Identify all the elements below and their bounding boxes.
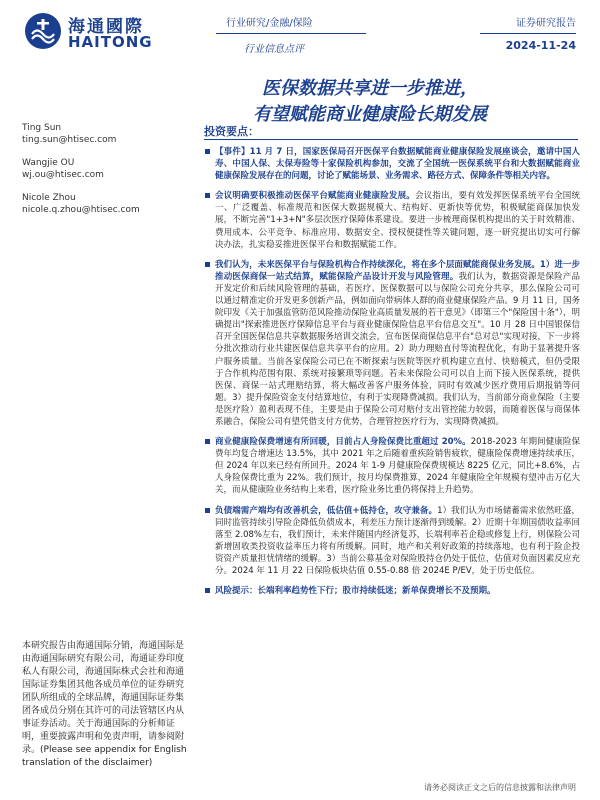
analyst-name: Ting Sun	[22, 123, 62, 133]
highlight-lead: 我们认为，未来医保平台与保险机构合作持续深化，将在多个层面赋能商保业务发展。1）进一步推动医保商保一站式结算，赋能保险产品设计开发与风险管理。	[215, 259, 580, 282]
highlight-item	[204, 190, 580, 250]
page-footer: 请务必阅读正文之后的信息披露和法律声明	[424, 783, 576, 792]
highlight-item	[204, 436, 580, 496]
logo-english-text: HAITONG	[68, 33, 153, 51]
analyst-list	[22, 122, 192, 227]
investment-highlights	[204, 146, 580, 605]
analyst	[22, 157, 192, 181]
report-category: 行业研究/金融/保险	[226, 18, 313, 29]
haitong-logo	[24, 10, 174, 54]
highlight-body: 我们认为，数据资源是保险产品开发定价和后续风险管理的基础，若医疗、医保数据可以与保险公司充分共享，那么保险公司可以通过精准定价开发更多创新产品，例如面向带病体人群的商业健康保险产品。9 月 11 日，国务院印发《关于加强监管防范风险推动保险业高质量发展的若干意见》（即第三个"保险国十条"），明确提出"探索推进医疗保障信息平台与商业健康保险信息平台信息交互"。10 月 28 日中国银保信召开全国医保信息共享数据服务培训交流会，宣布医保商保信息平台"总对总"实现对接，下一步将分批次推动行业共建医保信息共享平台的应用。2）助力理赔直付等流程优化，有助于显著提升客户服务质量。当前各家保险公司已在不断探索与医院等医疗机构建立直付、快赔模式，但仍受限于合作机构范围有限、系统对接繁琐等问题。若未来保险公司可以自上而下接入医保系统，提供医保、商保一站式理赔结算，将大幅改善客户服务体验，同时有效减少医疗费用后期报销等问题。3）提升保险资金支付结算地位，有利于实现降费减损。我们认为，当前部分商业保险（主要是医疗险）盈利表现不佳，主要是由于保险公司对赔付支出管控能力较弱，而随着医保与商保体系融合，保险公司有望凭借支付方优势，合理管控医疗行为，实现降费减损。	[215, 271, 580, 427]
logo-chinese-text: 海通國際	[68, 17, 144, 37]
heading-divider	[204, 139, 578, 140]
analyst-name: Nicole Zhou	[22, 193, 76, 203]
highlight-lead: 商业健康险保费增速有所回暖，目前占人身险保费比重超过 20%。	[215, 437, 471, 448]
analyst	[22, 192, 192, 216]
analyst	[22, 122, 192, 146]
highlight-item	[204, 146, 580, 182]
haitong-logo-icon	[24, 12, 62, 50]
report-date: 2024-11-24	[505, 39, 576, 52]
highlight-body: 会议指出，要有效发挥医保系统平台全国统一、广泛覆盖、标准规范和医保大数据规模大、结构好、更新快等优势，积极赋能商保加快发展，不断完善"1+3+N"多层次医疗保障体系建设。要进一步梳理商保机构提出的关于时效精准、费用成本、公平竞争、标准应用、数据安全、授权便捷性等关键问题，逐一研究提出切实可行解决办法，扎实稳妥推进医保平台和数据赋能工作。	[215, 191, 580, 250]
header-divider	[216, 33, 366, 34]
report-title-line-1: 医保数据共享进一步推进，	[262, 78, 478, 99]
risk-warning	[204, 585, 580, 597]
report-type: 行业信息点评	[244, 44, 304, 55]
distribution-disclaimer: 本研究报告由海通国际分销，海通国际是由海通国际研究有限公司，海通证券印度私人有限公司，海通国际株式会社和海通国际证券集团其他各成员单位的证券研究团队所组成的全球品牌，海通国际证券集团各成员分别在其许可的司法管辖区内从事证券活动。关于海通国际的分析师证明，重要披露声明和免责声明，请参阅附录。(Please see appendix for English translation of the disclaimer)	[22, 641, 187, 768]
analyst-email[interactable]: wj.ou@htisec.com	[22, 170, 104, 180]
highlight-lead: 【事件】11 月 7 日，国家医保局召开医保平台数据赋能商业健康保险发展座谈会，邀请中国人寿、中国人保、太保寿险等十家保险机构参加，交流了全国统一医保系统平台和大数据赋能商业健康保险发展存在的问题，讨论了赋能场景、业务需求、路径方式、保障条件等相关内容。	[215, 147, 580, 182]
report-label: 证券研究报告	[516, 18, 576, 29]
analyst-email[interactable]: nicole.q.zhou@htisec.com	[22, 205, 140, 215]
report-header	[0, 0, 600, 62]
analyst-email[interactable]: ting.sun@htisec.com	[22, 135, 117, 145]
highlight-lead: 风险提示：长端利率趋势性下行；股市持续低迷；新单保费增长不及预期。	[215, 586, 496, 597]
header-divider-right	[480, 33, 576, 34]
highlight-lead: 会议明确要积极推动医保平台赋能商业健康险发展。	[215, 191, 415, 202]
highlight-lead: 负债端需产端均有改善机会，低估值+低持仓，攻守兼备。	[215, 505, 438, 516]
highlight-body: 1）我们认为市场储蓄需求依然旺盛，同时监管持续引导险企降低负债成本，利差压力预计逐渐得到缓解。2）近期十年期国债收益率回落至 2.08%左右，我们预计，未来伴随国内经济复苏，长端利率若企稳或修复上行，则保险公司新增固收类投资收益率压力将有所缓解。同时，地产和关利好政策的持续落地，也有利于险企投资资产质量担忧情绪的缓解。3）当前公募基金对保险股持仓仍处于低位，估值对负面因素反应充分。2024 年 11 月 22 日保险板块估值 0.55-0.88 倍 2024E P/EV，处于历史低位。	[215, 505, 580, 576]
analyst-name: Wangjie OU	[22, 158, 75, 168]
highlight-item	[204, 505, 580, 578]
highlight-body: 2018-2023 年期间健康险保费年均复合增速达 13.5%，其中 2021 年之后随着重疾险销售疲软，健康险保费增速持续承压，但 2024 年以来已经有所回升。2024 年 1-9 月健康险保费规模达 8225 亿元，同比+8.6%，占人身险保费比重为 22%。我们预计，按月均保费推算，2024 年健康险全年规模有望冲击万亿大关，而从健康险业务结构上来看，医疗险业务比重仍将保持上升趋势。	[215, 437, 580, 496]
report-title-line-2: 有望赋能商业健康险长期发展	[253, 104, 487, 125]
highlight-item	[204, 259, 580, 428]
investment-highlights-heading: 投资要点：	[204, 125, 259, 138]
